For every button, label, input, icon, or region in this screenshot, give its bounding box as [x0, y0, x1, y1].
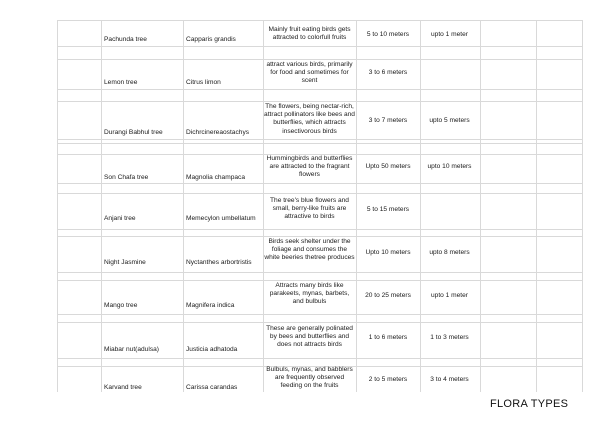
- table-row: [57, 20, 582, 59]
- spread-range-cell: upto 10 meters: [427, 163, 472, 170]
- page-title: FLORA TYPES: [490, 398, 569, 410]
- tree-name-cell: Durangi Babhul tree: [104, 129, 163, 136]
- tree-name-cell: Pachunda tree: [104, 36, 147, 43]
- table-row: [57, 193, 582, 236]
- height-range-cell: 1 to 6 meters: [368, 334, 408, 341]
- grid-row-line: [57, 229, 582, 230]
- scientific-name-cell: Dichrcinereaostachys: [186, 129, 250, 136]
- grid-row-line: [57, 46, 582, 47]
- height-range-cell: 3 to 6 meters: [368, 69, 408, 76]
- spread-range-cell: 3 to 4 meters: [430, 376, 469, 383]
- bird-attraction-cell: Bulbuls, mynas, and babblers are frequently observed feeding on the fruits: [266, 366, 353, 390]
- bird-attraction-cell: attract various birds, primarily for food and sometimes for scent: [266, 61, 353, 85]
- bird-attraction-cell: Mainly fruit eating birds gets attracted to colorfull fruits: [268, 26, 351, 42]
- grid-row-line: [57, 236, 582, 237]
- height-range-cell: 5 to 10 meters: [366, 31, 410, 38]
- grid-row-line: [57, 101, 582, 102]
- tree-name-cell: Mango tree: [104, 302, 138, 309]
- bird-attraction-cell: Birds seek shelter under the foliage and consumes the white beeries thetree produces: [264, 238, 355, 262]
- table-row: [57, 322, 582, 366]
- grid-row-line: [57, 272, 582, 273]
- height-range-cell: Upto 50 meters: [365, 163, 411, 170]
- tree-name-cell: Son Chafa tree: [104, 174, 149, 181]
- table-row: [57, 143, 582, 193]
- scientific-name-cell: Nyctanthes arbortristis: [186, 259, 252, 266]
- table-row: [57, 59, 582, 101]
- scientific-name-cell: Citrus limon: [186, 79, 221, 86]
- height-range-cell: 2 to 5 meters: [368, 376, 408, 383]
- grid-row-line: [57, 183, 582, 184]
- scientific-name-cell: Memecylon umbellatum: [186, 215, 256, 222]
- grid-row-line: [57, 143, 582, 144]
- tree-name-cell: Night Jasmine: [104, 259, 146, 266]
- grid-row-line: [57, 358, 582, 359]
- scientific-name-cell: Capparis grandis: [186, 36, 236, 43]
- grid-row-line: [57, 314, 582, 315]
- grid-column-line: [582, 20, 583, 392]
- grid-row-line: [57, 139, 582, 140]
- tree-name-cell: Karvand tree: [104, 384, 142, 391]
- table-row: [57, 101, 582, 143]
- spread-range-cell: upto 1 meter: [430, 31, 469, 38]
- bird-attraction-cell: The flowers, being nectar-rich, attract pollinators like bees and butterflies, which attracts insectivorous birds: [264, 103, 355, 135]
- table-row: [57, 236, 582, 280]
- bird-attraction-cell: Attracts many birds like parakeets, mynas, barbets, and bulbuls: [269, 282, 350, 306]
- spread-range-cell: 1 to 3 meters: [430, 334, 469, 341]
- table-row: [57, 280, 582, 322]
- bird-attraction-cell: The tree's blue flowers and small, berry-like fruits are attractive to birds: [270, 197, 349, 221]
- height-range-cell: Upto 10 meters: [365, 249, 411, 256]
- bird-attraction-cell: These are generally polinated by bees and butterflies and does not attracts birds: [266, 325, 353, 349]
- grid-row-line: [57, 59, 582, 60]
- spread-range-cell: upto 8 meters: [429, 249, 470, 256]
- height-range-cell: 5 to 15 meters: [366, 206, 410, 213]
- grid-row-line: [57, 193, 582, 194]
- grid-row-line: [57, 89, 582, 90]
- height-range-cell: 3 to 7 meters: [368, 117, 408, 124]
- tree-name-cell: Anjani tree: [104, 215, 136, 222]
- scientific-name-cell: Justicia adhatoda: [186, 346, 238, 353]
- tree-name-cell: Miabar nut(adulsa): [104, 346, 159, 353]
- table-row: [57, 366, 582, 392]
- grid-row-line: [57, 20, 582, 21]
- height-range-cell: 20 to 25 meters: [365, 292, 411, 299]
- scientific-name-cell: Carissa carandas: [186, 384, 238, 391]
- spread-range-cell: upto 5 meters: [429, 117, 470, 124]
- scientific-name-cell: Magnolia champaca: [186, 174, 246, 181]
- grid-row-line: [57, 280, 582, 281]
- bird-attraction-cell: Hummingbirds and butterflies are attracted to the fragrant flowers: [266, 155, 353, 179]
- grid-row-line: [57, 322, 582, 323]
- scientific-name-cell: Magnifera indica: [186, 302, 235, 309]
- spread-range-cell: upto 1 meter: [430, 292, 469, 299]
- tree-name-cell: Lemon tree: [104, 79, 138, 86]
